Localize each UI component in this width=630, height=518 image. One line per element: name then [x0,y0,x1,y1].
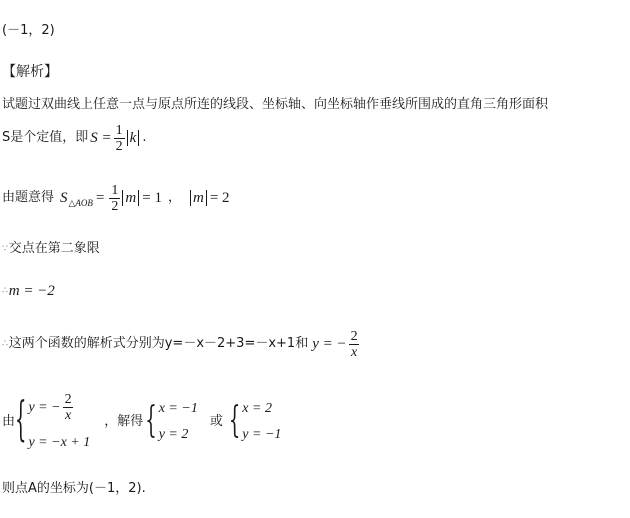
explanation-line-1 [2,96,548,114]
left-brace-icon: { [15,393,27,448]
solution-1-rows [159,400,198,444]
abs-m: m [122,190,139,206]
inverse-function-lhs: y = − [312,336,347,352]
fraction-denominator: 2 [115,138,123,154]
conclusion-text: 则点A的坐标为(－1，2). [2,481,146,496]
fraction-numerator: 2 [350,328,358,344]
abs-k: k [127,130,140,146]
given-prefix: 由题意得 [2,190,55,205]
solution-system-1 [145,400,198,444]
therefore-symbol: ∴ [2,339,8,349]
system-1-row-1 [28,392,90,423]
line-end-period: . [142,130,147,145]
fraction-denominator: x [351,344,358,360]
system-1-row-1-lhs: y = − [28,399,61,415]
functions-line [2,324,362,364]
explanation-text-1: 试题过双曲线上任意一点与原点所连的线段、坐标轴、向坐标轴作垂线所围成的直角三角形面积 [2,97,549,112]
therefore-symbol: ∴ [2,286,8,296]
analysis-heading [2,63,58,81]
m-value-line [2,282,55,300]
given-area-line [2,178,230,218]
area-subscript: △AOB [68,198,93,208]
fraction-one-half [114,123,125,154]
fraction-one-half [109,183,120,214]
answer-text: (－1，2) [2,23,55,38]
fraction-numerator: 2 [64,392,72,407]
system-prefix: 由 [2,414,16,429]
solution-2-row-2: y = −1 [242,427,282,442]
equals-two: = 2 [209,190,230,206]
conclusion-line [2,480,146,498]
fraction-two-over-x [349,329,360,360]
quadrant-text: 交点在第二象限 [8,241,100,256]
fraction-denominator: x [64,408,72,423]
explanation-line-2 [2,118,146,158]
quadrant-line [2,240,100,258]
area-formula-lhs: S = [90,130,112,146]
equals-sign: = [95,190,105,206]
answer-line [2,22,55,40]
solve-text: ，解得 [104,414,144,429]
solution-2-row-1: x = 2 [242,401,272,416]
because-symbol: ∵ [2,244,8,254]
fraction-numerator: 1 [115,122,123,138]
or-text: 或 [209,414,223,429]
solution-system-2 [229,400,282,444]
area-symbol: S [60,190,68,206]
m-value-formula: m = −2 [8,283,55,299]
system-1-rows [28,392,90,452]
heading-text: 【解析】 [2,64,58,80]
system-line [2,390,281,454]
separator-comma: ， [167,190,181,205]
fraction-numerator: 1 [111,182,119,198]
explanation-text-2: S是个定值，即 [2,130,89,145]
solution-1-row-2: y = 2 [158,427,189,442]
fraction-two-over-x [63,392,74,423]
solution-2-rows [242,400,281,444]
equals-one: = 1 [142,190,162,206]
left-brace-icon: { [145,400,157,442]
equation-system-1 [15,392,90,452]
solution-1-row-1: x = −1 [158,401,198,416]
abs-m-2: m [190,190,207,206]
left-brace-icon: { [228,400,241,442]
functions-text: 这两个函数的解析式分别为y=－x－2+3=－x+1和 [8,336,309,351]
fraction-denominator: 2 [111,198,119,214]
system-1-row-2: y = −x + 1 [28,435,91,450]
